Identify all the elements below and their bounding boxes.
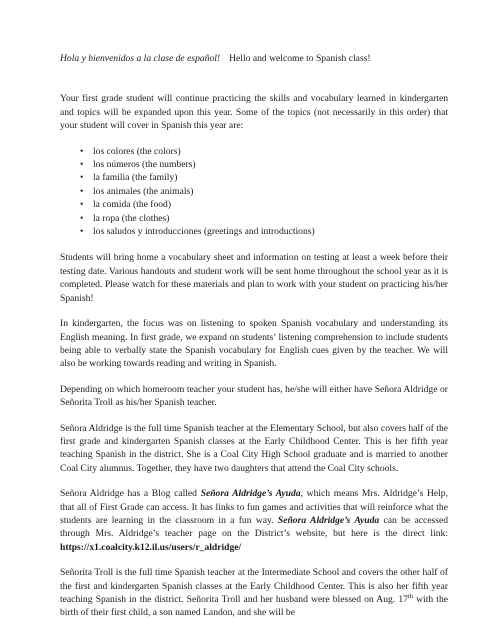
list-item: • la familia (the family) bbox=[80, 172, 178, 184]
greeting-spanish: Hola y bienvenidos a la clase de español! bbox=[60, 53, 221, 64]
list-item: • los saludos y introducciones (greetings and introductions) bbox=[80, 226, 315, 238]
bullet-icon: • bbox=[80, 226, 84, 238]
bullet-icon: • bbox=[80, 185, 84, 197]
bullet-icon: • bbox=[80, 199, 84, 211]
homeroom-paragraph: Depending on which homeroom teacher your student has, he/she will either have Señora Aldridge or Señorita Troll as his/her Spanish teacher. bbox=[60, 383, 448, 409]
bullet-icon: • bbox=[80, 212, 84, 224]
troll-paragraph: Señorita Troll is the full time Spanish teacher at the Intermediate School and covers the other half of the first and kindergarten Spanish classes at the Early Childhood Center. This is also her fifth year teaching Spanish in the district. Señorita Troll and her husband were blessed on Aug. 17th with the birth of their first child, a son named Landon, and she will be bbox=[60, 567, 448, 619]
vocabulary-paragraph: Students will bring home a vocabulary sheet and information on testing at least a week before their testing date. Various handouts and student work will be sent home throughout the school year as it is completed. Please watch for these materials and plan to work with your student on practicing his/her Spanish! bbox=[60, 252, 448, 304]
intro-paragraph: Your first grade student will continue practicing the skills and vocabulary learned in kindergarten and topics will be expanded upon this year. Some of the topics (not necessarily in this order) that your student will cover in Spanish this year are: bbox=[60, 93, 448, 132]
list-item: • los animales (the animals) bbox=[80, 185, 194, 197]
list-item: • los colores (the colors) bbox=[80, 145, 181, 157]
blog-link[interactable]: https://x1.coalcity.k12.il.us/users/r_aldridge/ bbox=[60, 541, 242, 553]
bullet-icon: • bbox=[80, 159, 84, 171]
bullet-icon: • bbox=[80, 145, 84, 157]
list-item: • la ropa (the clothes) bbox=[80, 212, 170, 224]
blog-paragraph: Señora Aldridge has a Blog called Señora Aldridge’s Ayuda, which means Mrs. Aldridge’s Help, that all of First Grade can access. It has links to fun games and activities that will reinforce what the students are learning in the classroom in a fun way. Señora Aldridge’s Ayuda can be accessed through Mrs. Aldridge’s teacher page on the District’s website, but here is the direct link: https://x1.coalcity.k12.il.us/users/r_aldridge/ bbox=[60, 488, 449, 553]
topics-list bbox=[60, 145, 448, 239]
blog-name: Señora Aldridge’s Ayuda bbox=[277, 514, 380, 526]
bullet-icon: • bbox=[80, 172, 84, 184]
list-item: • los números (the numbers) bbox=[80, 159, 196, 171]
blog-name: Señora Aldridge’s Ayuda bbox=[200, 488, 301, 500]
kindergarten-paragraph: In kindergarten, the focus was on listening to spoken Spanish vocabulary and understanding its English meaning. In first grade, we expand on students’ listening comprehension to include students being able to verbally state the Spanish vocabulary for English cues given by the teacher. We will also be working towards reading and writing in Spanish. bbox=[60, 318, 448, 370]
list-item: • la comida (the food) bbox=[80, 199, 172, 211]
aldridge-paragraph: Señora Aldridge is the full time Spanish teacher at the Elementary School, but also covers half of the first grade and kindergarten Spanish classes at the Early Childhood Center. This is her fifth year teaching Spanish in the district. She is a Coal City High School graduate and is married to another Coal City alumnus. Together, they have two daughters that attend the Coal City schools. bbox=[60, 422, 448, 474]
greeting bbox=[60, 52, 448, 65]
greeting-english: Hello and welcome to Spanish class! bbox=[229, 53, 371, 64]
